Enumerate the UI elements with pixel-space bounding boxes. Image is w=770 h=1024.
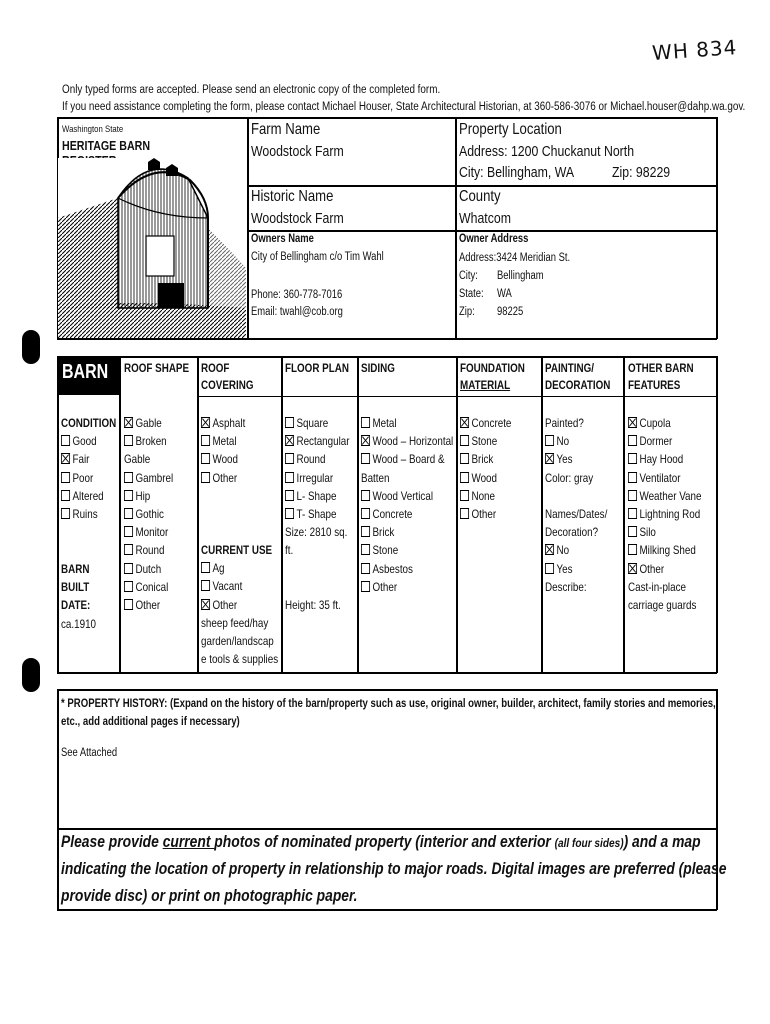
other-feature-option-label: Hay Hood [639,452,684,467]
current-use-option [201,559,278,577]
owner-address-value: Address:3424 Meridian St. [459,252,571,264]
other-feature-option [628,450,701,468]
foundation-option-label: Other [471,507,497,522]
siding-checkbox[interactable] [361,563,370,574]
logo-state: Washington State [62,124,124,135]
current-use-checkbox[interactable] [201,580,210,591]
floor-plan-checkbox[interactable] [285,490,294,501]
history-heading-1: * PROPERTY HISTORY: (Expand on the history of the barn/property such as use, original owner, builder, architect, family stories and memories, [61,696,716,710]
siding-checkbox[interactable] [361,453,370,464]
current-use-note: sheep feed/hay [201,615,269,630]
painted-option [545,450,593,468]
history-content: See Attached [61,747,118,759]
painted-option-label: Yes [556,452,573,467]
instructions-line-2: If you need assistance completing the form, please contact Michael Houser, State Architectural Historian, at 360-586-3076 or Michael.houser@dahp.wa.gov. [62,101,746,113]
header-painting-2: DECORATION [545,378,611,392]
other-feature-option [628,414,701,432]
barn-label: BARN [62,361,109,383]
barn-built-date: ca.1910 [61,616,97,631]
floor-size-1: Size: 2810 sq. [285,525,348,540]
condition-option-label: Good [72,434,97,449]
foundation-checkbox[interactable] [460,435,469,446]
roof-shape-option-label: Broken [135,434,167,449]
foundation-checkbox[interactable] [460,417,469,428]
floor-plan-option [285,450,350,468]
foundation-option [460,487,511,505]
roof-shape-option [124,596,173,614]
roof-shape-option-label: Monitor [135,525,169,540]
foundation-option-label: Stone [471,434,498,449]
roof-covering-option [201,469,245,487]
condition-option-label: Fair [72,452,90,467]
roof-shape-option-label: Gable [124,452,151,467]
other-feature-checkbox[interactable] [628,526,637,537]
siding-option-label: Brick [372,525,395,540]
other-feature-checkbox[interactable] [628,453,637,464]
owner-address-label: Owner Address [459,233,529,245]
roof-shape-checkbox[interactable] [124,544,133,555]
header-foundation-2: MATERIAL [460,378,511,392]
header-other-1: OTHER BARN [628,361,694,375]
describe-label: Describe: [545,579,587,594]
county-value: Whatcom [459,210,511,227]
roof-covering-checkbox[interactable] [201,453,210,464]
roof-covering-option [201,414,245,432]
floor-plan-option [285,469,350,487]
header-siding: SIDING [361,361,395,375]
other-feature-checkbox[interactable] [628,544,637,555]
other-feature-checkbox[interactable] [628,472,637,483]
barn-height: Height: 35 ft. [285,598,341,612]
condition-option-label: Ruins [72,507,98,522]
condition-checkbox[interactable] [61,435,70,446]
roof-shape-option [124,469,173,487]
siding-option [361,505,453,523]
foundation-option [460,450,511,468]
floor-plan-option-label: Square [296,416,329,430]
other-feature-option-label: Lightning Rod [639,507,701,522]
condition-option [61,469,116,487]
names-decoration-option-label: No [556,543,570,558]
siding-option [361,578,453,596]
roof-covering-option-label: Metal [212,434,237,449]
painted-question: Painted? [545,416,584,430]
siding-checkbox[interactable] [361,508,370,519]
floor-plan-checkbox[interactable] [285,435,294,446]
current-use-note: e tools & supplies [201,652,279,667]
siding-checkbox[interactable] [361,544,370,555]
names-decoration-option [545,560,607,578]
siding-option-label: Wood – Horizontal [372,434,454,449]
condition-option-label: Altered [72,488,104,503]
foundation-option-label: Wood [471,470,498,485]
siding-option-label: Wood Vertical [372,488,434,503]
roof-shape-option [124,432,173,450]
painted-checkbox[interactable] [545,453,554,464]
current-use-checkbox[interactable] [201,562,210,573]
roof-shape-option-label: Other [135,598,161,613]
foundation-checkbox[interactable] [460,472,469,483]
siding-checkbox[interactable] [361,581,370,592]
other-feature-option [628,523,701,541]
roof-shape-option-label: Gable [135,416,162,430]
floor-plan-checkbox[interactable] [285,472,294,483]
property-zip: Zip: 98229 [612,164,671,181]
foundation-checkbox[interactable] [460,453,469,464]
roof-shape-option [124,505,173,523]
other-feature-option-label: Weather Vane [639,488,702,503]
roof-shape-option-label: Dutch [135,561,162,576]
condition-checkbox[interactable] [61,472,70,483]
other-feature-option-label: Ventilator [639,470,681,485]
county-label: County [459,188,501,205]
header-roof-shape: ROOF SHAPE [124,361,190,375]
owners-name-label: Owners Name [251,233,314,245]
condition-option [61,505,116,523]
floor-plan-checkbox[interactable] [285,453,294,464]
siding-option [361,560,453,578]
other-feature-option-label: Cupola [639,416,671,430]
property-address: Address: 1200 Chuckanut North [459,143,635,160]
owners-name-value: City of Bellingham c/o Tim Wahl [251,251,384,263]
floor-plan-option [285,432,350,450]
floor-plan-option-label: Rectangular [296,434,350,449]
photos-line-3: provide disc) or print on photographic paper. [61,887,358,905]
roof-covering-checkbox[interactable] [201,417,210,428]
roof-shape-checkbox[interactable] [124,417,133,428]
siding-option-label: Stone [372,543,399,558]
foundation-option [460,469,511,487]
other-feature-option-label: Silo [639,525,656,540]
names-question-1: Names/Dates/ [545,507,608,521]
siding-option [361,487,453,505]
floor-plan-checkbox[interactable] [285,508,294,519]
condition-option-label: Poor [72,470,94,485]
roof-shape-option [124,541,173,559]
barn-illustration [58,158,246,338]
roof-shape-option-label: Round [135,543,165,558]
siding-checkbox[interactable] [361,417,370,428]
owner-phone: Phone: 360-778-7016 [251,289,343,301]
condition-option [61,487,116,505]
roof-shape-option [124,578,173,596]
floor-plan-option [285,505,350,523]
owner-zip-value: 98225 [497,306,524,318]
floor-size-2: ft. [285,543,294,558]
floor-plan-option-label: T- Shape [296,507,337,522]
owner-city-value: Bellingham [497,270,544,282]
current-use-option [201,596,278,614]
roof-covering-option [201,450,245,468]
other-feature-option-label: Other [639,561,665,576]
foundation-option-label: Brick [471,452,494,467]
other-feature-note: Cast-in-place [628,579,686,594]
roof-shape-checkbox[interactable] [124,435,133,446]
current-use-label: CURRENT USE [201,543,273,557]
condition-option [61,432,116,450]
other-feature-checkbox[interactable] [628,563,637,574]
current-use-option-label: Other [212,597,238,612]
roof-shape-option-label: Conical [135,579,169,594]
roof-shape-checkbox[interactable] [124,490,133,501]
siding-option-label: Asbestos [372,561,413,576]
other-feature-checkbox[interactable] [628,508,637,519]
floor-plan-option-label: L- Shape [296,488,337,503]
other-feature-option [628,505,701,523]
barn-built-label-1: BARN [61,562,90,576]
floor-plan-option [285,414,350,432]
header-floor-plan: FLOOR PLAN [285,361,349,375]
other-feature-option [628,541,701,559]
painted-option [545,432,593,450]
roof-shape-checkbox[interactable] [124,599,133,610]
siding-option-label: Wood – Board & [372,452,445,467]
floor-plan-option-label: Round [296,452,326,467]
siding-option [361,541,453,559]
current-use-checkbox[interactable] [201,599,210,610]
other-feature-note: carriage guards [628,598,697,613]
other-feature-checkbox[interactable] [628,417,637,428]
roof-shape-option-label: Gothic [135,507,164,522]
foundation-option [460,414,511,432]
property-city: City: Bellingham, WA [459,164,575,181]
owner-city-label: City: [459,270,478,282]
floor-plan-option-label: Irregular [296,470,334,485]
roof-covering-checkbox[interactable] [201,435,210,446]
header-foundation-1: FOUNDATION [460,361,525,375]
foundation-checkbox[interactable] [460,490,469,501]
condition-label: CONDITION [61,416,117,430]
farm-name-value: Woodstock Farm [251,143,344,160]
roof-shape-checkbox[interactable] [124,508,133,519]
siding-option [361,432,453,450]
roof-shape-checkbox[interactable] [124,472,133,483]
other-feature-option [628,432,701,450]
roof-shape-checkbox[interactable] [124,581,133,592]
names-question-2: Decoration? [545,525,599,540]
roof-covering-option [201,432,245,450]
roof-shape-option-label: Hip [135,488,151,503]
current-use-note: garden/landscap [201,634,274,649]
roof-shape-option [124,560,173,578]
photos-line-1: Please provide current photos of nominated property (interior and exterior (all four sides)) and a map [61,833,701,851]
roof-covering-checkbox[interactable] [201,472,210,483]
siding-option [361,450,453,468]
binder-hole-bottom [22,658,40,692]
owner-state-value: WA [497,288,512,300]
current-use-option-label: Vacant [212,579,243,594]
binder-hole-top [22,330,40,364]
condition-checkbox[interactable] [61,490,70,501]
roof-shape-option [124,450,173,468]
names-decoration-checkbox[interactable] [545,563,554,574]
roof-covering-option-label: Asphalt [212,416,246,430]
barn-built-label-3: DATE: [61,598,91,613]
roof-shape-checkbox[interactable] [124,563,133,574]
roof-shape-option-label: Gambrel [135,470,174,485]
roof-shape-option [124,487,173,505]
roof-covering-option-label: Wood [212,452,239,467]
header-roof-covering-1: ROOF [201,361,230,375]
photos-line-2: indicating the location of property in relationship to major roads. Digital images are preferred (please [61,860,727,878]
other-feature-checkbox[interactable] [628,435,637,446]
condition-checkbox[interactable] [61,508,70,519]
barn-built-label-2: BUILT [61,580,90,595]
header-roof-covering-2: COVERING [201,378,254,392]
condition-checkbox[interactable] [61,453,70,464]
names-decoration-option [545,541,607,559]
history-heading-2: etc., add additional pages if necessary) [61,714,240,728]
paint-color: Color: gray [545,470,594,485]
other-feature-option-label: Milking Shed [639,543,696,558]
property-location-label: Property Location [459,121,562,138]
farm-name-label: Farm Name [251,121,321,138]
roof-covering-option-label: Other [212,470,238,485]
siding-checkbox[interactable] [361,490,370,501]
siding-option-label: Batten [361,470,390,485]
historic-name-value: Woodstock Farm [251,210,344,227]
current-use-option [201,577,278,595]
logo-title-1: HERITAGE BARN [62,138,151,153]
instructions-line-1: Only typed forms are accepted. Please send an electronic copy of the completed form. [62,84,441,96]
floor-plan-option [285,487,350,505]
foundation-checkbox[interactable] [460,508,469,519]
siding-option-label: Concrete [372,507,413,522]
header-other-2: FEATURES [628,378,681,392]
floor-plan-checkbox[interactable] [285,417,294,428]
other-feature-checkbox[interactable] [628,490,637,501]
painted-checkbox[interactable] [545,435,554,446]
painted-option-label: No [556,434,570,449]
siding-option [361,414,453,432]
siding-checkbox[interactable] [361,435,370,446]
condition-option [61,450,116,468]
other-feature-option [628,469,701,487]
foundation-option-label: Concrete [471,416,512,430]
other-feature-option [628,560,701,578]
foundation-option [460,432,511,450]
siding-option-label: Other [372,579,398,594]
other-feature-option [628,487,701,505]
owner-zip-label: Zip: [459,306,475,318]
current-use-option-label: Ag [212,561,225,576]
roof-shape-option [124,414,173,432]
other-feature-option-label: Dormer [639,434,673,449]
foundation-option-label: None [471,488,496,503]
siding-checkbox[interactable] [361,526,370,537]
names-decoration-option-label: Yes [556,561,573,576]
siding-option-label: Metal [372,416,397,430]
roof-shape-option [124,523,173,541]
roof-shape-checkbox[interactable] [124,526,133,537]
historic-name-label: Historic Name [251,188,334,205]
owner-email: Email: twahl@cob.org [251,306,343,318]
siding-option [361,469,453,487]
siding-option [361,523,453,541]
owner-state-label: State: [459,288,484,300]
handwritten-id: WH 834 [651,35,739,65]
names-decoration-checkbox[interactable] [545,544,554,555]
header-painting-1: PAINTING/ [545,361,595,375]
foundation-option [460,505,511,523]
